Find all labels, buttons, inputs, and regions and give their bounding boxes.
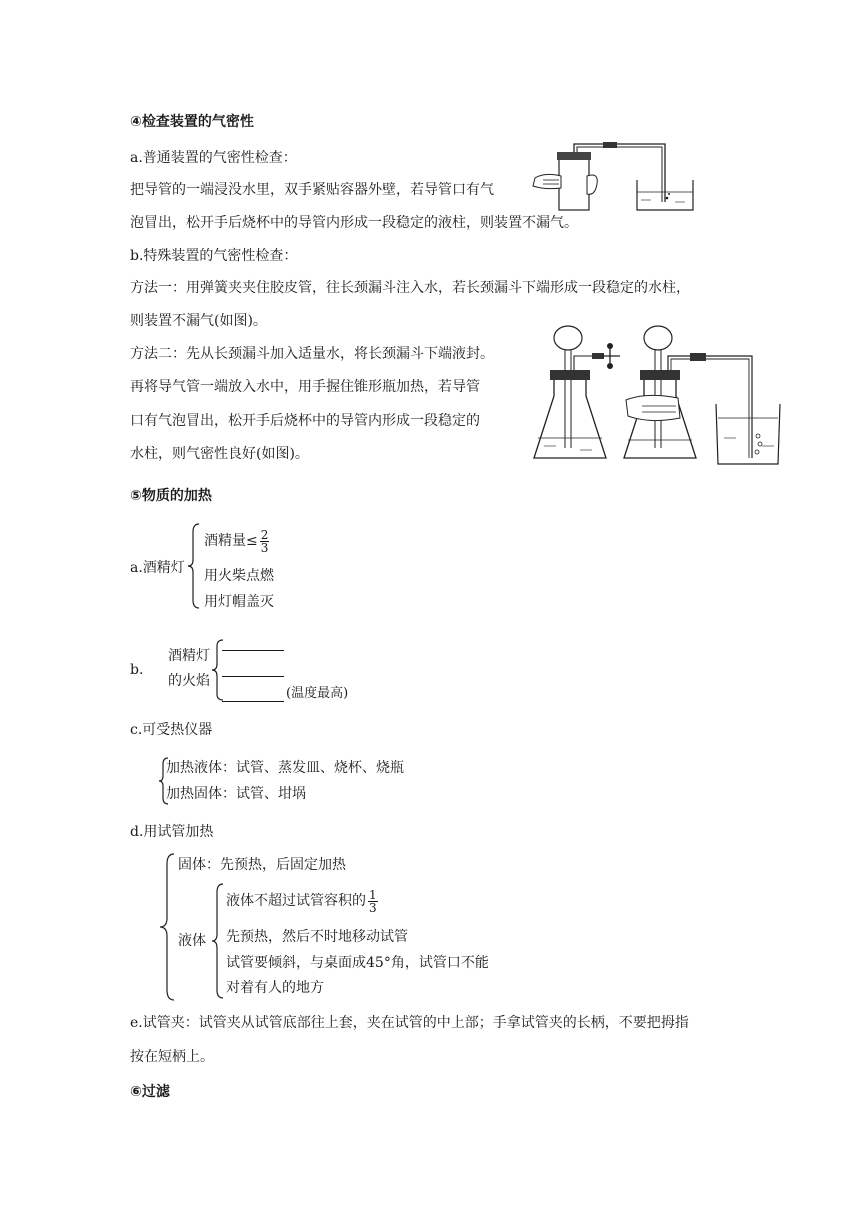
light-with-match-item: 用火柴点燃 (204, 568, 274, 584)
airtightness-test-figure-a (525, 140, 695, 215)
alcohol-amount-text: 酒精量≤ (204, 533, 258, 549)
test-tube-heating-label: d.用试管加热 (130, 824, 214, 840)
heat-solid-item: 加热固体：试管、坩埚 (166, 786, 306, 802)
method2-line1: 方法二：先从长颈漏斗加入适量水，将长颈漏斗下端液封。 (130, 346, 494, 362)
liquid-volume-text: 液体不超过试管容积的 (226, 893, 366, 909)
heatable-instruments-label: c.可受热仪器 (130, 722, 213, 738)
section4-a-text-line1: 把导管的一端浸没水里，双手紧贴容器外壁，若导管口有气 (130, 182, 494, 198)
extinguish-with-cap-item: 用灯帽盖灭 (204, 594, 274, 610)
brace-test-tube-liquid (211, 882, 225, 1000)
section6-title: ⑥过滤 (130, 1084, 170, 1100)
section4-a-text-line2: 泡冒出，松开手后烧杯中的导管内形成一段稳定的液柱，则装置不漏气。 (130, 215, 578, 231)
section5-title: ⑤物质的加热 (130, 488, 212, 504)
not-toward-people-item: 对着有人的地方 (226, 980, 324, 996)
flame-sub2: 的火焰 (168, 673, 210, 689)
section4-b-title: b.特殊装置的气密性检查： (130, 248, 298, 264)
fraction-numerator: 2 (260, 527, 269, 542)
heat-liquid-item: 加热液体：试管、蒸发皿、烧杯、烧瓶 (166, 760, 404, 776)
flame-blank-1 (222, 638, 284, 651)
liquid-volume-item (226, 884, 378, 918)
fraction-denominator: 3 (260, 540, 269, 555)
flame-label: b. (130, 662, 144, 678)
test-tube-holder-line2: 按在短柄上。 (130, 1049, 214, 1065)
one-third-fraction (368, 889, 378, 914)
section4-a-title: a.普通装置的气密性检查： (130, 150, 297, 166)
method1-line2: 则装置不漏气(如图)。 (130, 313, 267, 329)
fraction-denominator: 3 (369, 900, 377, 915)
flame-blank-3 (222, 689, 284, 702)
fraction-numerator: 1 (369, 887, 377, 902)
method2-line4: 水柱，则气密性良好(如图)。 (130, 446, 309, 462)
preheat-item: 先预热，然后不时地移动试管 (226, 929, 408, 945)
solid-heating-item: 固体：先预热，后固定加热 (178, 857, 346, 873)
flame-sub1: 酒精灯 (168, 648, 210, 664)
brace-alcohol-lamp (187, 522, 201, 610)
tilt-item: 试管要倾斜，与桌面成45°角，试管口不能 (226, 955, 489, 971)
airtightness-test-figure-b (530, 318, 790, 468)
alcohol-lamp-label: a.酒精灯 (130, 560, 185, 576)
liquid-label: 液体 (178, 933, 206, 949)
flame-blank-2 (222, 664, 284, 677)
alcohol-amount-item (204, 522, 269, 560)
brace-test-tube-outer (158, 852, 176, 1002)
method1-line1: 方法一：用弹簧夹夹住胶皮管，往长颈漏斗注入水，若长颈漏斗下端形成一段稳定的水柱， (130, 280, 690, 296)
method2-line3: 口有气泡冒出，松开手后烧杯中的导管内形成一段稳定的 (130, 413, 480, 429)
test-tube-holder-line1: e.试管夹：试管夹从试管底部往上套，夹在试管的中上部；手拿试管夹的长柄，不要把拇指 (130, 1015, 689, 1031)
method2-line2: 再将导气管一端放入水中，用手握住锥形瓶加热，若导管 (130, 379, 480, 395)
flame-note: (温度最高) (286, 686, 349, 701)
two-thirds-fraction (260, 529, 270, 554)
section4-title: ④检查装置的气密性 (130, 114, 254, 130)
